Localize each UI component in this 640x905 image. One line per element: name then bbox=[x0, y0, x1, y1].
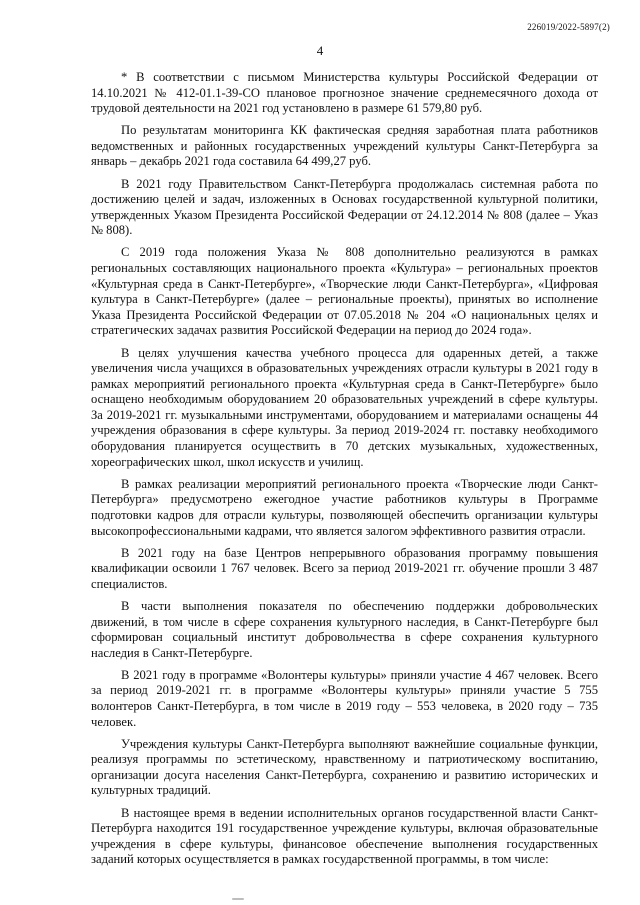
body-paragraph: В 2021 году в программе «Волонтеры культуры» приняли участие 4 467 человек. Всего за период 2019-2021 гг. в программе «Волонтеры культуры» приняли участие 5 755 волонтеров Санкт-Петербурга, в том числе в 2019 году – 553 человека, в 2020 году – 735 человек. bbox=[91, 667, 598, 729]
document-id: 226019/2022-5897(2) bbox=[527, 22, 610, 32]
body-paragraph: Учреждения культуры Санкт-Петербурга выполняют важнейшие социальные функции, реализуя программы по эстетическому, нравственному и патриотическому воспитанию, организации досуга населения Санкт-Петербурга, сохранению и развитию исторических и культурных традиций. bbox=[91, 736, 598, 798]
body-paragraph: В 2021 году на базе Центров непрерывного образования программу повышения квалификации освоили 1 767 человек. Всего за период 2019-2021 гг. обучение прошли 3 487 специалистов. bbox=[91, 545, 598, 591]
body-paragraph: В части выполнения показателя по обеспечению поддержки добровольческих движений, в том числе в сфере сохранения культурного наследия, в Санкт-Петербурге был сформирован социальный институт добровольчества в сфере сохранения культурного наследия в Санкт-Петербурге. bbox=[91, 598, 598, 660]
body-paragraph: С 2019 года положения Указа № 808 дополнительно реализуются в рамках региональных составляющих национального проекта «Культура» – региональных проектов «Культурная среда в Санкт-Петербурге», «Творческие люди Санкт-Петербурга», «Цифровая культура в Санкт-Петербурге» (далее – региональные проекты), принятых во исполнение Указа Президента Российской Федерации от 07.05.2018 № 204 «О национальных целях и стратегических задачах развития Российской Федерации на период до 2024 года». bbox=[91, 245, 598, 338]
body-paragraph: В 2021 году Правительством Санкт-Петербурга продолжалась системная работа по достижению целей и задач, изложенных в Основах государственной культурной политики, утвержденных Указом Президента Российской Федерации от 24.12.2014 № 808 (далее – Указ № 808). bbox=[91, 176, 598, 238]
body-paragraph: По результатам мониторинга КК фактическая средняя заработная плата работников ведомственных и районных государственных учреждений культуры Санкт-Петербурга за январь – декабрь 2021 года составила 64 499,27 руб. bbox=[91, 123, 598, 169]
body-paragraph: В целях улучшения качества учебного процесса для одаренных детей, а также увеличения числа учащихся в образовательных учреждениях отрасли культуры в 2021 году в рамках мероприятий регионального проекта «Культурная среда в Санкт-Петербурге» было оснащено необходимым оборудованием 20 образовательных учреждений в сфере культуры. За 2019-2021 гг. музыкальными инструментами, оборудованием и материалами оснащены 44 учреждения образования в сфере культуры. За период 2019-2024 гг. поставку необходимого оборудования планируется осуществить в 70 детских музыкальных, художественных, хореографических школ, школ искусств и училищ. bbox=[91, 345, 598, 469]
scan-artifact bbox=[232, 898, 244, 900]
footnote-paragraph: * В соответствии с письмом Министерства культуры Российской Федерации от 14.10.2021 № 412-01.1-39-СО плановое прогнозное значение среднемесячного дохода от трудовой деятельности на 2021 год установлено в размере 61 579,80 руб. bbox=[91, 70, 598, 116]
body-paragraph: В рамках реализации мероприятий регионального проекта «Творческие люди Санкт-Петербурга» предусмотрено ежегодное участие работников культуры в Программе подготовки кадров для отрасли культуры, позволяющей обеспечить организации культуры высокопрофессиональными кадрами, что является залогом эффективного развития отрасли. bbox=[91, 476, 598, 538]
body-paragraph: В настоящее время в ведении исполнительных органов государственной власти Санкт-Петербурга находится 191 государственное учреждение культуры, включая образовательные учреждения в сфере культуры, финансовое обеспечение выполнения государственных заданий которых осуществляется в рамках государственной программы, в том числе: bbox=[91, 805, 598, 867]
document-body bbox=[91, 70, 598, 874]
page-number: 4 bbox=[316, 43, 324, 58]
